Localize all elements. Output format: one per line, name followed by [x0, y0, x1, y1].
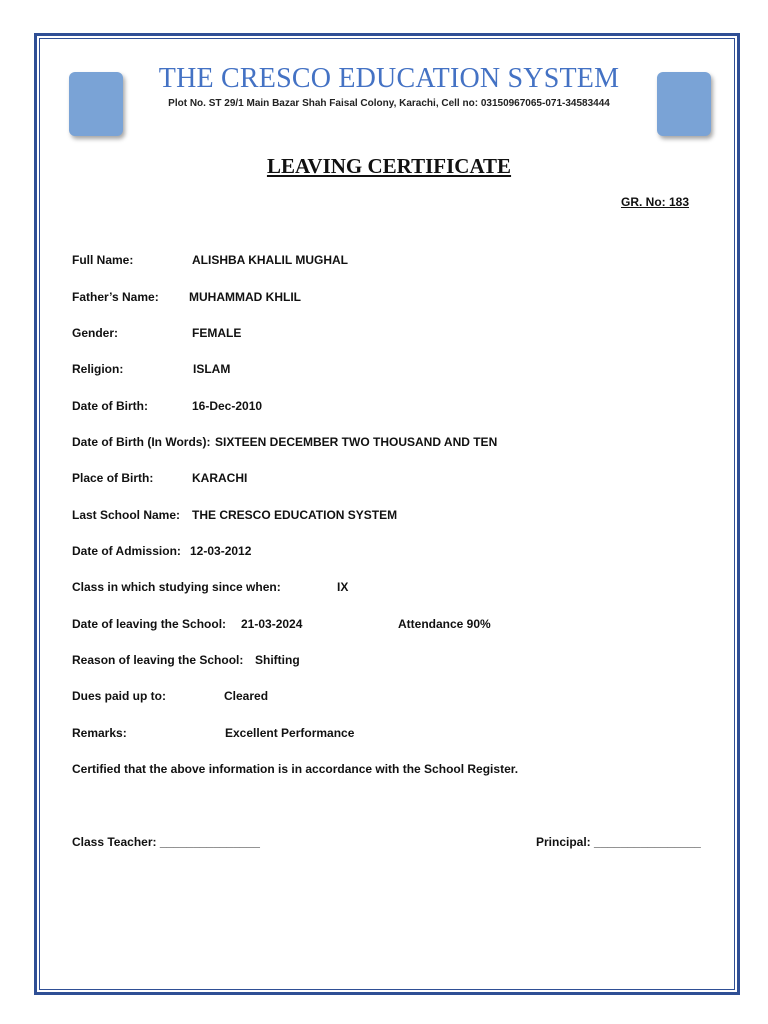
school-name: THE CRESCO EDUCATION SYSTEM [158, 63, 620, 94]
school-address: Plot No. ST 29/1 Main Bazar Shah Faisal Colony, Karachi, Cell no: 03150967065-071-34583444 [168, 98, 610, 109]
class-teacher-signature: Class Teacher: _______________ [72, 835, 260, 849]
remarks-label: Remarks: [72, 726, 127, 740]
admission-date-label: Date of Admission: [72, 544, 181, 558]
dob-words-value: SIXTEEN DECEMBER TWO THOUSAND AND TEN [215, 435, 498, 449]
leaving-date-value: 21-03-2024 [241, 617, 303, 631]
leaving-date-label: Date of leaving the School: [72, 617, 227, 631]
dob-words-label: Date of Birth (In Words): [72, 435, 211, 449]
place-of-birth-value: KARACHI [192, 471, 248, 485]
gender-value: FEMALE [192, 326, 242, 340]
reason-label: Reason of leaving the School: [72, 653, 244, 667]
certificate-title: LEAVING CERTIFICATE [266, 154, 512, 178]
dob-label: Date of Birth: [72, 399, 148, 413]
admission-date-value: 12-03-2012 [190, 544, 252, 558]
certification-statement: Certified that the above information is in accordance with the School Register. [72, 762, 519, 776]
dues-label: Dues paid up to: [72, 689, 166, 703]
class-since-value: IX [337, 580, 349, 594]
place-of-birth-label: Place of Birth: [72, 471, 154, 485]
principal-signature: Principal: ________________ [536, 835, 701, 849]
religion-label: Religion: [72, 362, 124, 376]
gr-number: GR. No: 183 [620, 195, 689, 209]
dues-value: Cleared [224, 689, 269, 703]
full-name-label: Full Name: [72, 253, 134, 267]
religion-value: ISLAM [193, 362, 231, 376]
full-name-value: ALISHBA KHALIL MUGHAL [192, 253, 348, 267]
gender-label: Gender: [72, 326, 119, 340]
attendance-value: Attendance 90% [398, 617, 491, 631]
class-since-label: Class in which studying since when: [72, 580, 281, 594]
last-school-value: THE CRESCO EDUCATION SYSTEM [192, 508, 398, 522]
remarks-value: Excellent Performance [225, 726, 355, 740]
last-school-label: Last School Name: [72, 508, 181, 522]
father-name-label: Father’s Name: [72, 290, 159, 304]
dob-value: 16-Dec-2010 [192, 399, 263, 413]
reason-value: Shifting [255, 653, 300, 667]
father-name-value: MUHAMMAD KHLIL [189, 290, 301, 304]
